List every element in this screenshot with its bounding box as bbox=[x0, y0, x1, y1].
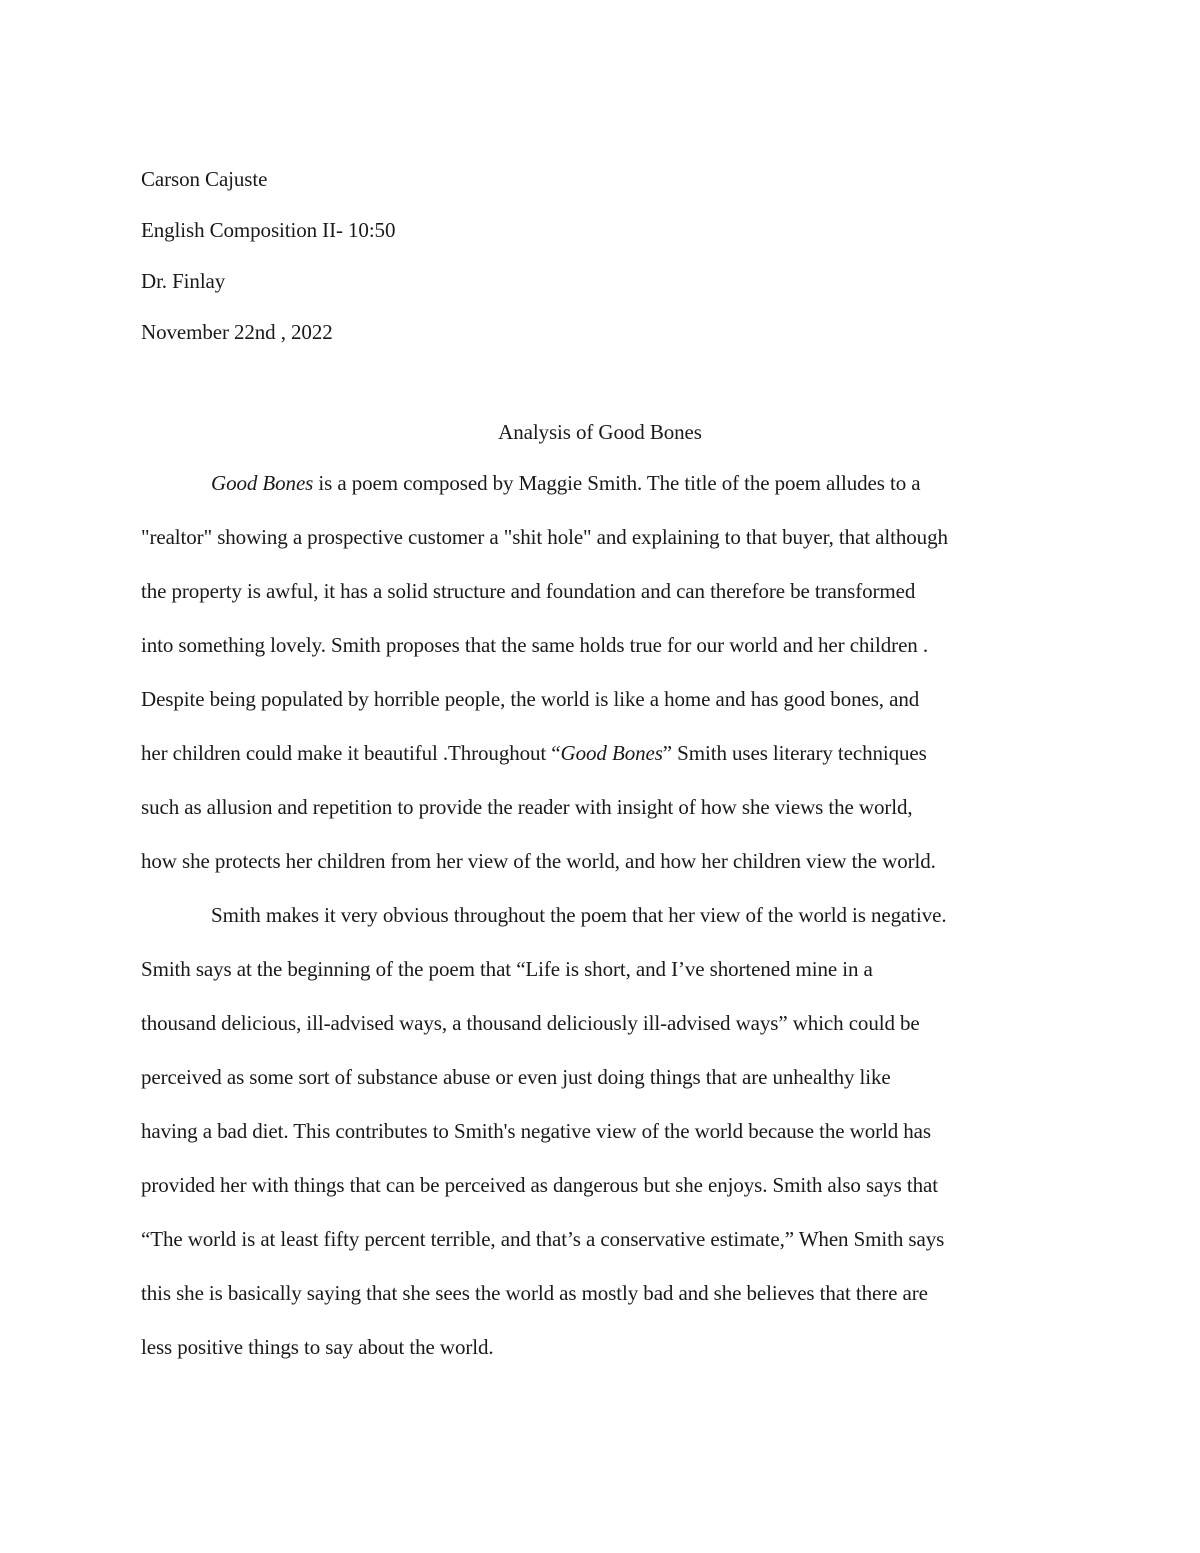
instructor-name: Dr. Finlay bbox=[141, 269, 226, 293]
poem-title-italic: Good Bones bbox=[211, 471, 314, 495]
paragraph-1-line-3: the property is awful, it has a solid structure and foundation and can therefore be transformed bbox=[141, 579, 916, 603]
paragraph-1-line-5: Despite being populated by horrible people, the world is like a home and has good bones, and bbox=[141, 687, 920, 711]
paragraph-2-line-7: “The world is at least fifty percent terrible, and that’s a conservative estimate,” When Smith says bbox=[141, 1227, 945, 1251]
paragraph-1-line-7: such as allusion and repetition to provide the reader with insight of how she views the world, bbox=[141, 795, 913, 819]
author-name: Carson Cajuste bbox=[141, 167, 268, 191]
paragraph-2-line-3: thousand delicious, ill-advised ways, a thousand deliciously ill-advised ways” which could be bbox=[141, 1011, 920, 1035]
paragraph-2-line-4: perceived as some sort of substance abuse or even just doing things that are unhealthy like bbox=[141, 1065, 891, 1089]
paragraph-1-line-6-before: her children could make it beautiful .Throughout “ bbox=[141, 741, 561, 765]
paragraph-1-line-1 bbox=[211, 470, 920, 496]
paragraph-1-line-8: how she protects her children from her view of the world, and how her children view the world. bbox=[141, 849, 936, 873]
paragraph-2-line-6: provided her with things that can be perceived as dangerous but she enjoys. Smith also says that bbox=[141, 1173, 938, 1197]
paragraph-1-line-6 bbox=[141, 740, 927, 766]
paragraph-1-line-1-rest: is a poem composed by Maggie Smith. The title of the poem alludes to a bbox=[313, 471, 921, 495]
paragraph-2-line-1: Smith makes it very obvious throughout the poem that her view of the world is negative. bbox=[211, 903, 947, 927]
document-title: Analysis of Good Bones bbox=[498, 420, 702, 444]
poem-title-italic: Good Bones bbox=[560, 741, 663, 765]
paragraph-1-line-4: into something lovely. Smith proposes that the same holds true for our world and her children . bbox=[141, 633, 928, 657]
paragraph-2-line-2: Smith says at the beginning of the poem that “Life is short, and I’ve shortened mine in a bbox=[141, 957, 873, 981]
paragraph-2-line-9: less positive things to say about the world. bbox=[141, 1335, 494, 1359]
paragraph-2-line-8: this she is basically saying that she sees the world as mostly bad and she believes that there are bbox=[141, 1281, 928, 1305]
paragraph-1-line-2: "realtor" showing a prospective customer a "shit hole" and explaining to that buyer, that although bbox=[141, 525, 948, 549]
document-date: November 22nd , 2022 bbox=[141, 320, 333, 344]
paragraph-1-line-6-after: ” Smith uses literary techniques bbox=[662, 741, 927, 765]
paragraph-2-line-5: having a bad diet. This contributes to Smith's negative view of the world because the world has bbox=[141, 1119, 931, 1143]
course-name: English Composition II- 10:50 bbox=[141, 218, 396, 242]
